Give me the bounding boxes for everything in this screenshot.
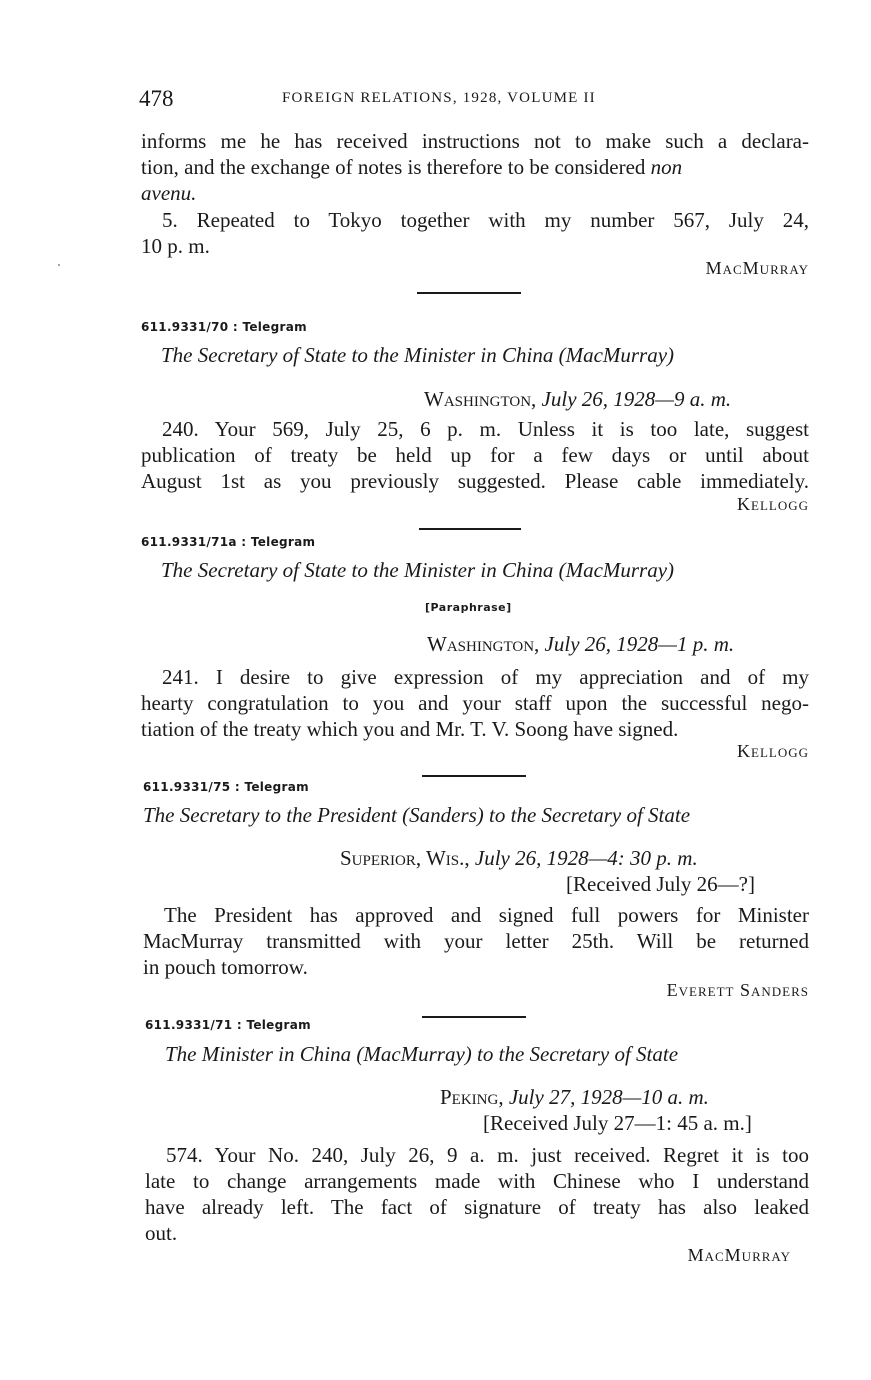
intro-line-1: informs me he has received instructions not to make such a declara- xyxy=(141,129,809,153)
intro-italic-avenu: avenu. xyxy=(141,181,197,205)
doc1-line-3: August 1st as you previously suggested. Please cable immediately. xyxy=(141,469,809,493)
doc1-place: Washington, xyxy=(424,387,537,411)
doc1-title: The Secretary of State to the Minister in China (MacMurray) xyxy=(161,343,675,367)
doc1-signature: Kellogg xyxy=(737,494,809,514)
section-rule xyxy=(422,1016,526,1018)
page-number: 478 xyxy=(139,86,174,111)
doc2-signature: Kellogg xyxy=(737,741,809,761)
section-rule xyxy=(417,292,521,294)
intro-signature: MacMurray xyxy=(705,258,809,278)
doc4-line-4: out. xyxy=(145,1221,178,1245)
doc3-date: July 26, 1928—4: 30 p. m. xyxy=(474,846,698,870)
doc3-signature: Everett Sanders xyxy=(666,980,809,1000)
intro-line-3: 5. Repeated to Tokyo together with my number 567, July 24, xyxy=(162,208,809,232)
doc3-file-number: 611.9331/75 : Telegram xyxy=(143,780,309,794)
doc2-line-3: tiation of the treaty which you and Mr. T. V. Soong have signed. xyxy=(141,717,679,741)
doc4-date: July 27, 1928—10 a. m. xyxy=(508,1085,709,1109)
doc2-title: The Secretary of State to the Minister in China (MacMurray) xyxy=(161,558,675,582)
doc4-line-2: late to change arrangements made with Chinese who I understand xyxy=(145,1169,809,1193)
doc2-file-number: 611.9331/71a : Telegram xyxy=(141,535,316,549)
doc3-line-1: The President has approved and signed full powers for Minister xyxy=(164,903,809,927)
doc2-date: July 26, 1928—1 p. m. xyxy=(544,632,735,656)
intro-line-4: 10 p. m. xyxy=(141,234,210,258)
section-rule xyxy=(419,528,521,530)
doc4-received: [Received July 27—1: 45 a. m.] xyxy=(483,1111,752,1135)
scan-speck xyxy=(58,264,60,266)
intro-line-2 xyxy=(141,154,809,180)
doc1-line-1: 240. Your 569, July 25, 6 p. m. Unless it is too late, suggest xyxy=(162,417,809,441)
doc1-line-2: publication of treaty be held up for a few days or until about xyxy=(141,443,809,467)
doc3-title: The Secretary to the President (Sanders) to the Secretary of State xyxy=(143,803,691,827)
doc4-place: Peking, xyxy=(440,1085,504,1109)
doc3-received: [Received July 26—?] xyxy=(566,872,755,896)
doc2-line-1: 241. I desire to give expression of my appreciation and of my xyxy=(162,665,809,689)
doc2-dateline xyxy=(427,632,734,657)
doc2-place: Washington, xyxy=(427,632,540,656)
intro-italic-non: non xyxy=(650,155,683,179)
section-rule xyxy=(422,775,526,777)
doc4-file-number: 611.9331/71 : Telegram xyxy=(145,1018,311,1032)
doc1-dateline xyxy=(424,387,731,412)
doc4-line-1: 574. Your No. 240, July 26, 9 a. m. just received. Regret it is too xyxy=(166,1143,809,1167)
doc4-signature: MacMurray xyxy=(687,1245,791,1265)
doc4-line-3: have already left. The fact of signature of treaty has also leaked xyxy=(145,1195,809,1219)
running-title: FOREIGN RELATIONS, 1928, VOLUME II xyxy=(282,90,596,106)
doc3-line-3: in pouch tomorrow. xyxy=(143,955,308,979)
doc4-title: The Minister in China (MacMurray) to the Secretary of State xyxy=(165,1042,679,1066)
doc2-note: [Paraphrase] xyxy=(425,601,512,614)
doc4-dateline xyxy=(440,1085,709,1110)
doc1-date: July 26, 1928—9 a. m. xyxy=(541,387,732,411)
doc2-line-2: hearty congratulation to you and your staff upon the successful nego- xyxy=(141,691,809,715)
doc1-file-number: 611.9331/70 : Telegram xyxy=(141,320,307,334)
intro-line-2-text: tion, and the exchange of notes is therefore to be considered xyxy=(141,155,651,179)
doc3-dateline xyxy=(340,846,698,871)
doc3-line-2: MacMurray transmitted with your letter 25th. Will be returned xyxy=(143,929,809,953)
doc3-place: Superior, Wis., xyxy=(340,846,470,870)
